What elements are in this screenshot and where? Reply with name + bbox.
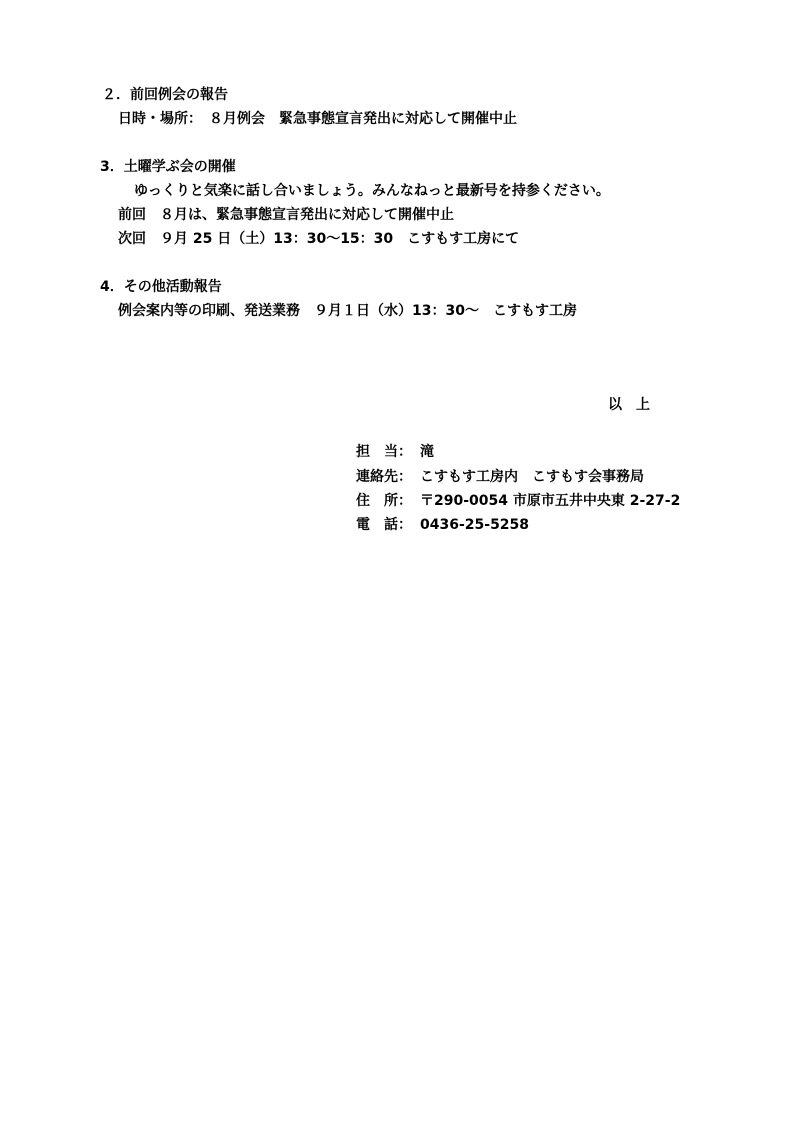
contact-phone-value: 0436-25-5258 (420, 517, 530, 533)
section4-heading: 4．その他活動報告 (100, 279, 222, 295)
contact-phone-label: 電 話： (356, 517, 412, 533)
closing-text: 以 上 (608, 397, 650, 413)
section2-line1: 日時・場所： ８月例会 緊急事態宣言発出に対応して開催中止 (118, 111, 517, 127)
contact-phone (356, 516, 529, 534)
section3-line2: 前回 ８月は、緊急事態宣言発出に対応して開催中止 (118, 207, 454, 223)
section4-line1: 例会案内等の印刷、発送業務 ９月１日（水）13：30～ こすもす工房 (118, 303, 577, 319)
contact-address-value: 〒290-0054 市原市五井中央東 2-27-2 (420, 493, 681, 509)
contact-person-label: 担 当： (356, 444, 412, 460)
section3-heading: 3．土曜学ぶ会の開催 (100, 159, 236, 175)
contact-person-value: 滝 (420, 444, 434, 460)
contact-liaison-label: 連絡先： (356, 469, 412, 485)
section3-line1: ゆっくりと気楽に話し合いましょう。みんなねっと最新号を持参ください。 (134, 183, 610, 199)
contact-liaison-value: こすもす工房内 こすもす会事務局 (420, 469, 644, 485)
contact-address-label: 住 所： (356, 493, 412, 509)
contact-address (356, 492, 680, 510)
contact-liaison (356, 468, 644, 486)
section3-line3: 次回 ９月 25 日（土）13：30～15：30 こすもす工房にて (118, 231, 520, 247)
section2-heading: ２．前回例会の報告 (102, 87, 228, 103)
contact-person (356, 443, 434, 461)
